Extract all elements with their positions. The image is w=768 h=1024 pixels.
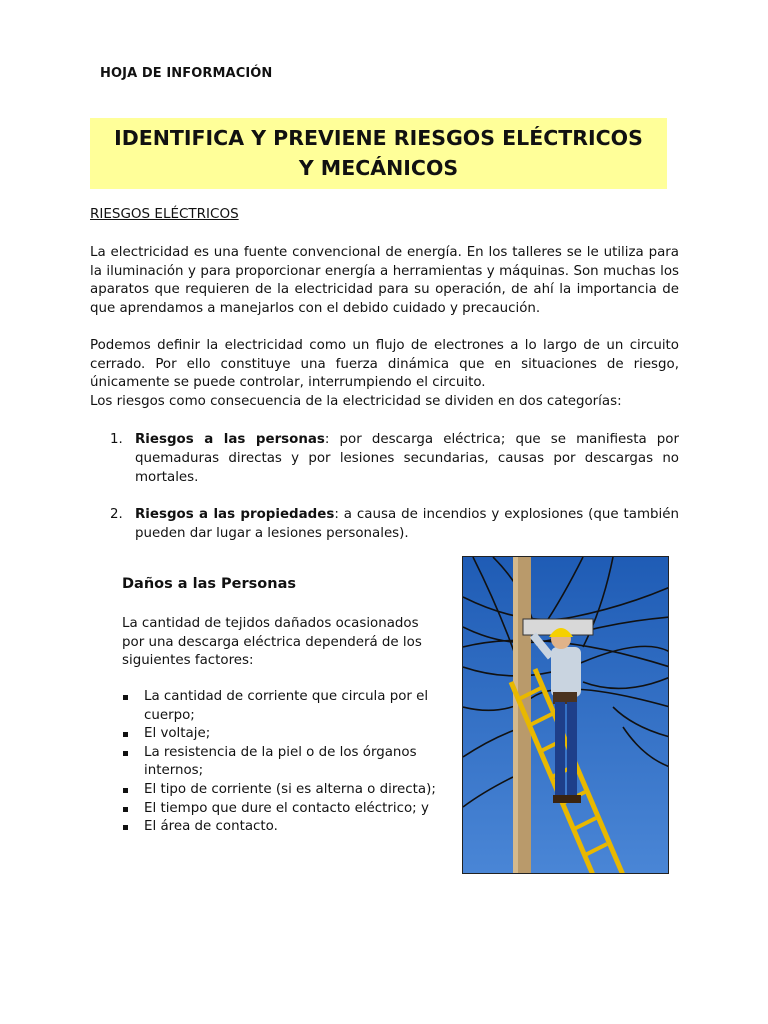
bullet-icon bbox=[123, 807, 128, 812]
bullet-icon bbox=[123, 825, 128, 830]
damages-heading: Daños a las Personas bbox=[122, 576, 296, 592]
risk-title: Riesgos a las personas bbox=[135, 432, 325, 447]
bullet-icon bbox=[123, 788, 128, 793]
list-item bbox=[90, 430, 679, 487]
electrician-on-ladder-icon bbox=[463, 557, 669, 874]
factors-list bbox=[122, 688, 442, 837]
list-item bbox=[122, 688, 442, 725]
risk-text: : por descarga eléctrica; que se manifiesta por quemaduras directas y por lesiones secundarias, causas por descargas no mortales. bbox=[135, 432, 679, 485]
factor-text: El área de contacto. bbox=[144, 819, 278, 835]
risk-list-2 bbox=[90, 505, 679, 543]
factor-text: El voltaje; bbox=[144, 726, 211, 742]
list-item bbox=[90, 505, 679, 543]
risk-list-1 bbox=[90, 430, 679, 487]
list-number: 2. bbox=[110, 507, 123, 522]
paragraph-intro: La electricidad es una fuente convencional de energía. En los talleres se le utiliza para la iluminación y para proporcionar energía a herramientas y máquinas. Son muchas los aparatos que requieren de la electricidad para su operación, de ahí la importancia de que aprendamos a manejarlos con el debido cuidado y precaución. bbox=[90, 245, 679, 316]
electrician-photo bbox=[462, 556, 669, 874]
list-item bbox=[122, 744, 442, 781]
factor-text: El tipo de corriente (si es alterna o directa); bbox=[144, 781, 436, 797]
list-item bbox=[122, 800, 442, 819]
paragraph-definition: Podemos definir la electricidad como un flujo de electrones a lo largo de un circuito cerrado. Por ello constituye una fuerza dinámica que en situaciones de riesgo, únicamente se puede controlar, interrumpiendo el circuito. bbox=[90, 338, 679, 391]
document-label: HOJA DE INFORMACIÓN bbox=[100, 66, 273, 81]
list-item bbox=[122, 781, 442, 800]
bullet-icon bbox=[123, 751, 128, 756]
factor-text: El tiempo que dure el contacto eléctrico; y bbox=[144, 800, 429, 816]
paragraph-categories: Los riesgos como consecuencia de la electricidad se dividen en dos categorías: bbox=[90, 394, 622, 409]
factor-text: La cantidad de corriente que circula por el cuerpo; bbox=[144, 689, 429, 723]
title-line-2: Y MECÁNICOS bbox=[298, 156, 459, 180]
bullet-icon bbox=[123, 732, 128, 737]
bullet-icon bbox=[123, 695, 128, 700]
risk-title: Riesgos a las propiedades bbox=[135, 507, 335, 522]
list-item bbox=[122, 725, 442, 744]
document-title bbox=[90, 118, 667, 189]
title-line-1: IDENTIFICA Y PREVIENE RIESGOS ELÉCTRICOS bbox=[114, 126, 643, 150]
list-item bbox=[122, 818, 442, 837]
list-number: 1. bbox=[110, 432, 123, 447]
section-heading: RIESGOS ELÉCTRICOS bbox=[90, 206, 239, 222]
factor-text: La resistencia de la piel o de los órganos internos; bbox=[144, 744, 417, 779]
risk-text: : a causa de incendios y explosiones (que también pueden dar lugar a lesiones personales). bbox=[135, 507, 680, 541]
damages-intro: La cantidad de tejidos dañados ocasionados por una descarga eléctrica dependerá de los siguientes factores: bbox=[122, 616, 422, 669]
